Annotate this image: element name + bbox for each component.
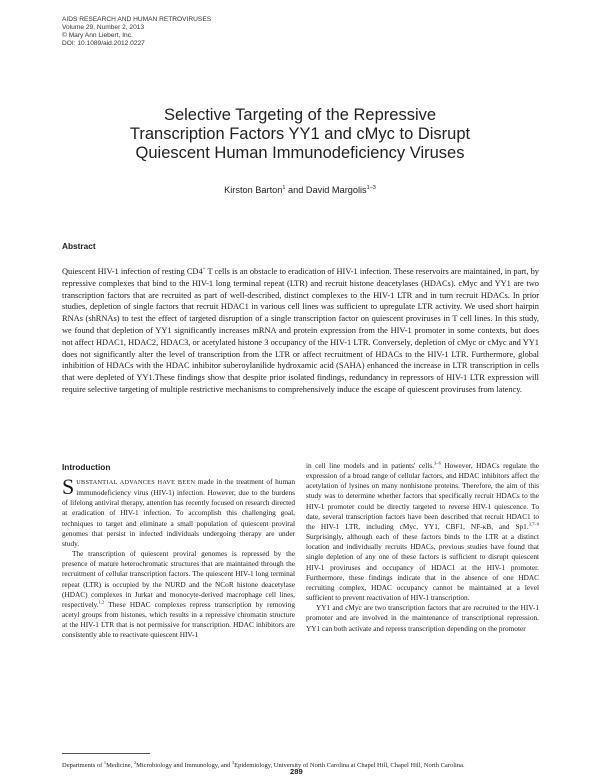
- footnote-text: Epidemiology, University of North Carolina at Chapel Hill, Chapel Hill, North Carolina.: [234, 762, 465, 770]
- journal-doi: DOI: 10.1089/aid.2012.0227: [62, 40, 145, 47]
- superscript: +: [202, 267, 206, 273]
- paragraph-text: YY1 and cMyc are two transcription factors that are recruited to the HIV-1 promoter and are involved in the maintenance of transcriptional repression. YY1 can both activate and repress transcription depending on the promoter: [306, 603, 539, 633]
- article-title: [60, 106, 540, 163]
- footnote-text: Departments of: [62, 762, 104, 770]
- title-line: Transcription Factors YY1 and cMyc to Disrupt: [129, 125, 471, 143]
- affiliation-mark: 1: [103, 760, 107, 765]
- affiliation-mark: 1: [282, 185, 286, 191]
- abstract-heading: Abstract: [62, 241, 96, 251]
- affiliation-mark: 2: [133, 760, 137, 765]
- paragraph-text: made in the treatment of human immunodeficiency virus (HIV-1) infection. However, due to the burdens of lifelong antiviral therapy, attention has recently focused on research directed at eradication of HIV-1 infection. To accomplish this challenging goal, techniques to target and eliminate a small population of quiescent proviral genomes that persist in infected individuals undergoing therapy are under study.: [62, 477, 295, 548]
- author-conjunction: and: [287, 185, 304, 196]
- paragraph: [62, 549, 295, 640]
- affiliation-mark: 1–3: [366, 185, 376, 191]
- author-list: [60, 185, 540, 195]
- citation: 3,7–9: [528, 521, 539, 527]
- paragraph-text: Surprisingly, although each of these factors binds to the LTR at a distinct location and individually recruits HDACs, previous studies have found that single depletion of any one of these factors is sufficient to disrupt quiescent HIV-1 proviruses and occupancy of HDAC1 at the HIV-1 promoter. Furthermore, these findings indicate that in the absence of one HDAC recruiting complex, HDAC occupancy cannot be maintained at a level sufficient to prevent reactivation of HIV-1 transcription.: [306, 532, 539, 603]
- body-column-right: [306, 461, 539, 741]
- title-line: Selective Targeting of the Repressive: [163, 106, 437, 124]
- footnote-divider: [62, 753, 150, 754]
- journal-copyright: © Mary Ann Liebert, Inc.: [62, 32, 133, 39]
- paragraph-text: The transcription of quiescent proviral genomes is repressed by the presence of mature heterochromatic structures that are maintained through the recruitment of cellular transcription factors. The quiescent HIV-1 long terminal repeat (LTR) is occupied by the NURD and the NCoR histone deacetylase (HDAC) complexes in Jurkat and monocyte-derived macrophage cell lines, respectively.: [62, 549, 295, 609]
- drop-cap: S: [62, 477, 75, 499]
- author-name: Kirston Barton: [224, 185, 283, 196]
- paragraph: [306, 461, 539, 603]
- journal-volume: Volume 29, Number 2, 2013: [62, 24, 145, 31]
- footnote-text: Medicine,: [106, 762, 134, 770]
- small-caps-lead: UBSTANTIAL ADVANCES HAVE BEEN: [76, 479, 196, 486]
- body-column-left: [62, 477, 295, 757]
- author-name: David Margolis: [305, 185, 367, 196]
- abstract-text: Quiescent HIV-1 infection of resting CD4: [62, 267, 203, 276]
- introduction-heading: Introduction: [62, 462, 111, 472]
- abstract-body: [62, 266, 539, 396]
- paragraph-text: However, HDACs regulate the expression of a broad range of cellular factors, and HDAC inhibitors affect the acetylation of lysines on many nonhistone proteins. Therefore, the aim of this study was to determine whether factors that specifically recruit HDACs to the HIV-1 promoter could be directly targeted to reverse HIV-1 quiescence. To date, several transcription factors have been described that recruit HDAC1 to the HIV-1 LTR, including cMyc, YY1, CBF1, NF-κB, and Sp1.: [306, 461, 539, 531]
- title-line: Quiescent Human Immunodeficiency Viruses: [135, 144, 465, 162]
- paragraph: [306, 603, 539, 633]
- affiliation-mark: 3: [231, 760, 235, 765]
- page-number: 289: [290, 767, 303, 776]
- citation: 3–6: [434, 461, 441, 466]
- abstract-text: T cells is an obstacle to eradication of HIV-1 infection. These reservoirs are maintained, in part, by repressive complexes that bind to the HIV-1 long terminal repeat (LTR) and recruit histone deacetylases (HDACs). cMyc and YY1 are two transcription factors that are recruited as part of well-described, distinct complexes to the HIV-1 LTR and in turn recruit HDACs. In prior studies, depletion of single factors that recruit HDAC1 in various cell lines was sufficient to upregulate LTR activity. We used short hairpin RNAs (shRNAs) to test the effect of targeted disruption of a single transcription factor on quiescent proviruses in T cell lines. In this study, we found that depletion of YY1 significantly increases mRNA and protein expression from the HIV-1 promoter in some contexts, but does not affect HDAC1, HDAC2, HDAC3, or acetylated histone 3 occupancy of the HIV-1 LTR. Conversely, depletion of cMyc or cMyc and YY1 does not significantly alter the level of transcription from the LTR or affect recruitment of HDACs to the HIV-1 LTR. Furthermore, global inhibition of HDACs with the HDAC inhibitor suberoylanilide hydroxamic acid (SAHA) enhanced the increase in LTR transcription in cells that were depleted of YY1.These findings show that despite prior isolated findings, redundancy in repressors of HIV-1 LTR expression will require selective targeting of multiple restrictive mechanisms to comprehensively induce the escape of quiescent proviruses from latency.: [62, 267, 539, 394]
- citation: 1,2: [98, 599, 105, 605]
- journal-header: [62, 16, 211, 48]
- journal-name: AIDS RESEARCH AND HUMAN RETROVIRUSES: [62, 16, 212, 23]
- paragraph-text: in cell line models and in patients' cells.: [306, 461, 434, 470]
- paragraph-text: These HDAC complexes repress transcription by removing acetyl groups from histones, which results in a repressive chromatin structure at the HIV-1 LTR that is not permissive for transcription. HDAC inhibitors are consistently able to reactivate quiescent HIV-1: [62, 599, 295, 640]
- footnote-text: Microbiology and Immunology, and: [136, 762, 232, 770]
- paragraph: [62, 477, 295, 549]
